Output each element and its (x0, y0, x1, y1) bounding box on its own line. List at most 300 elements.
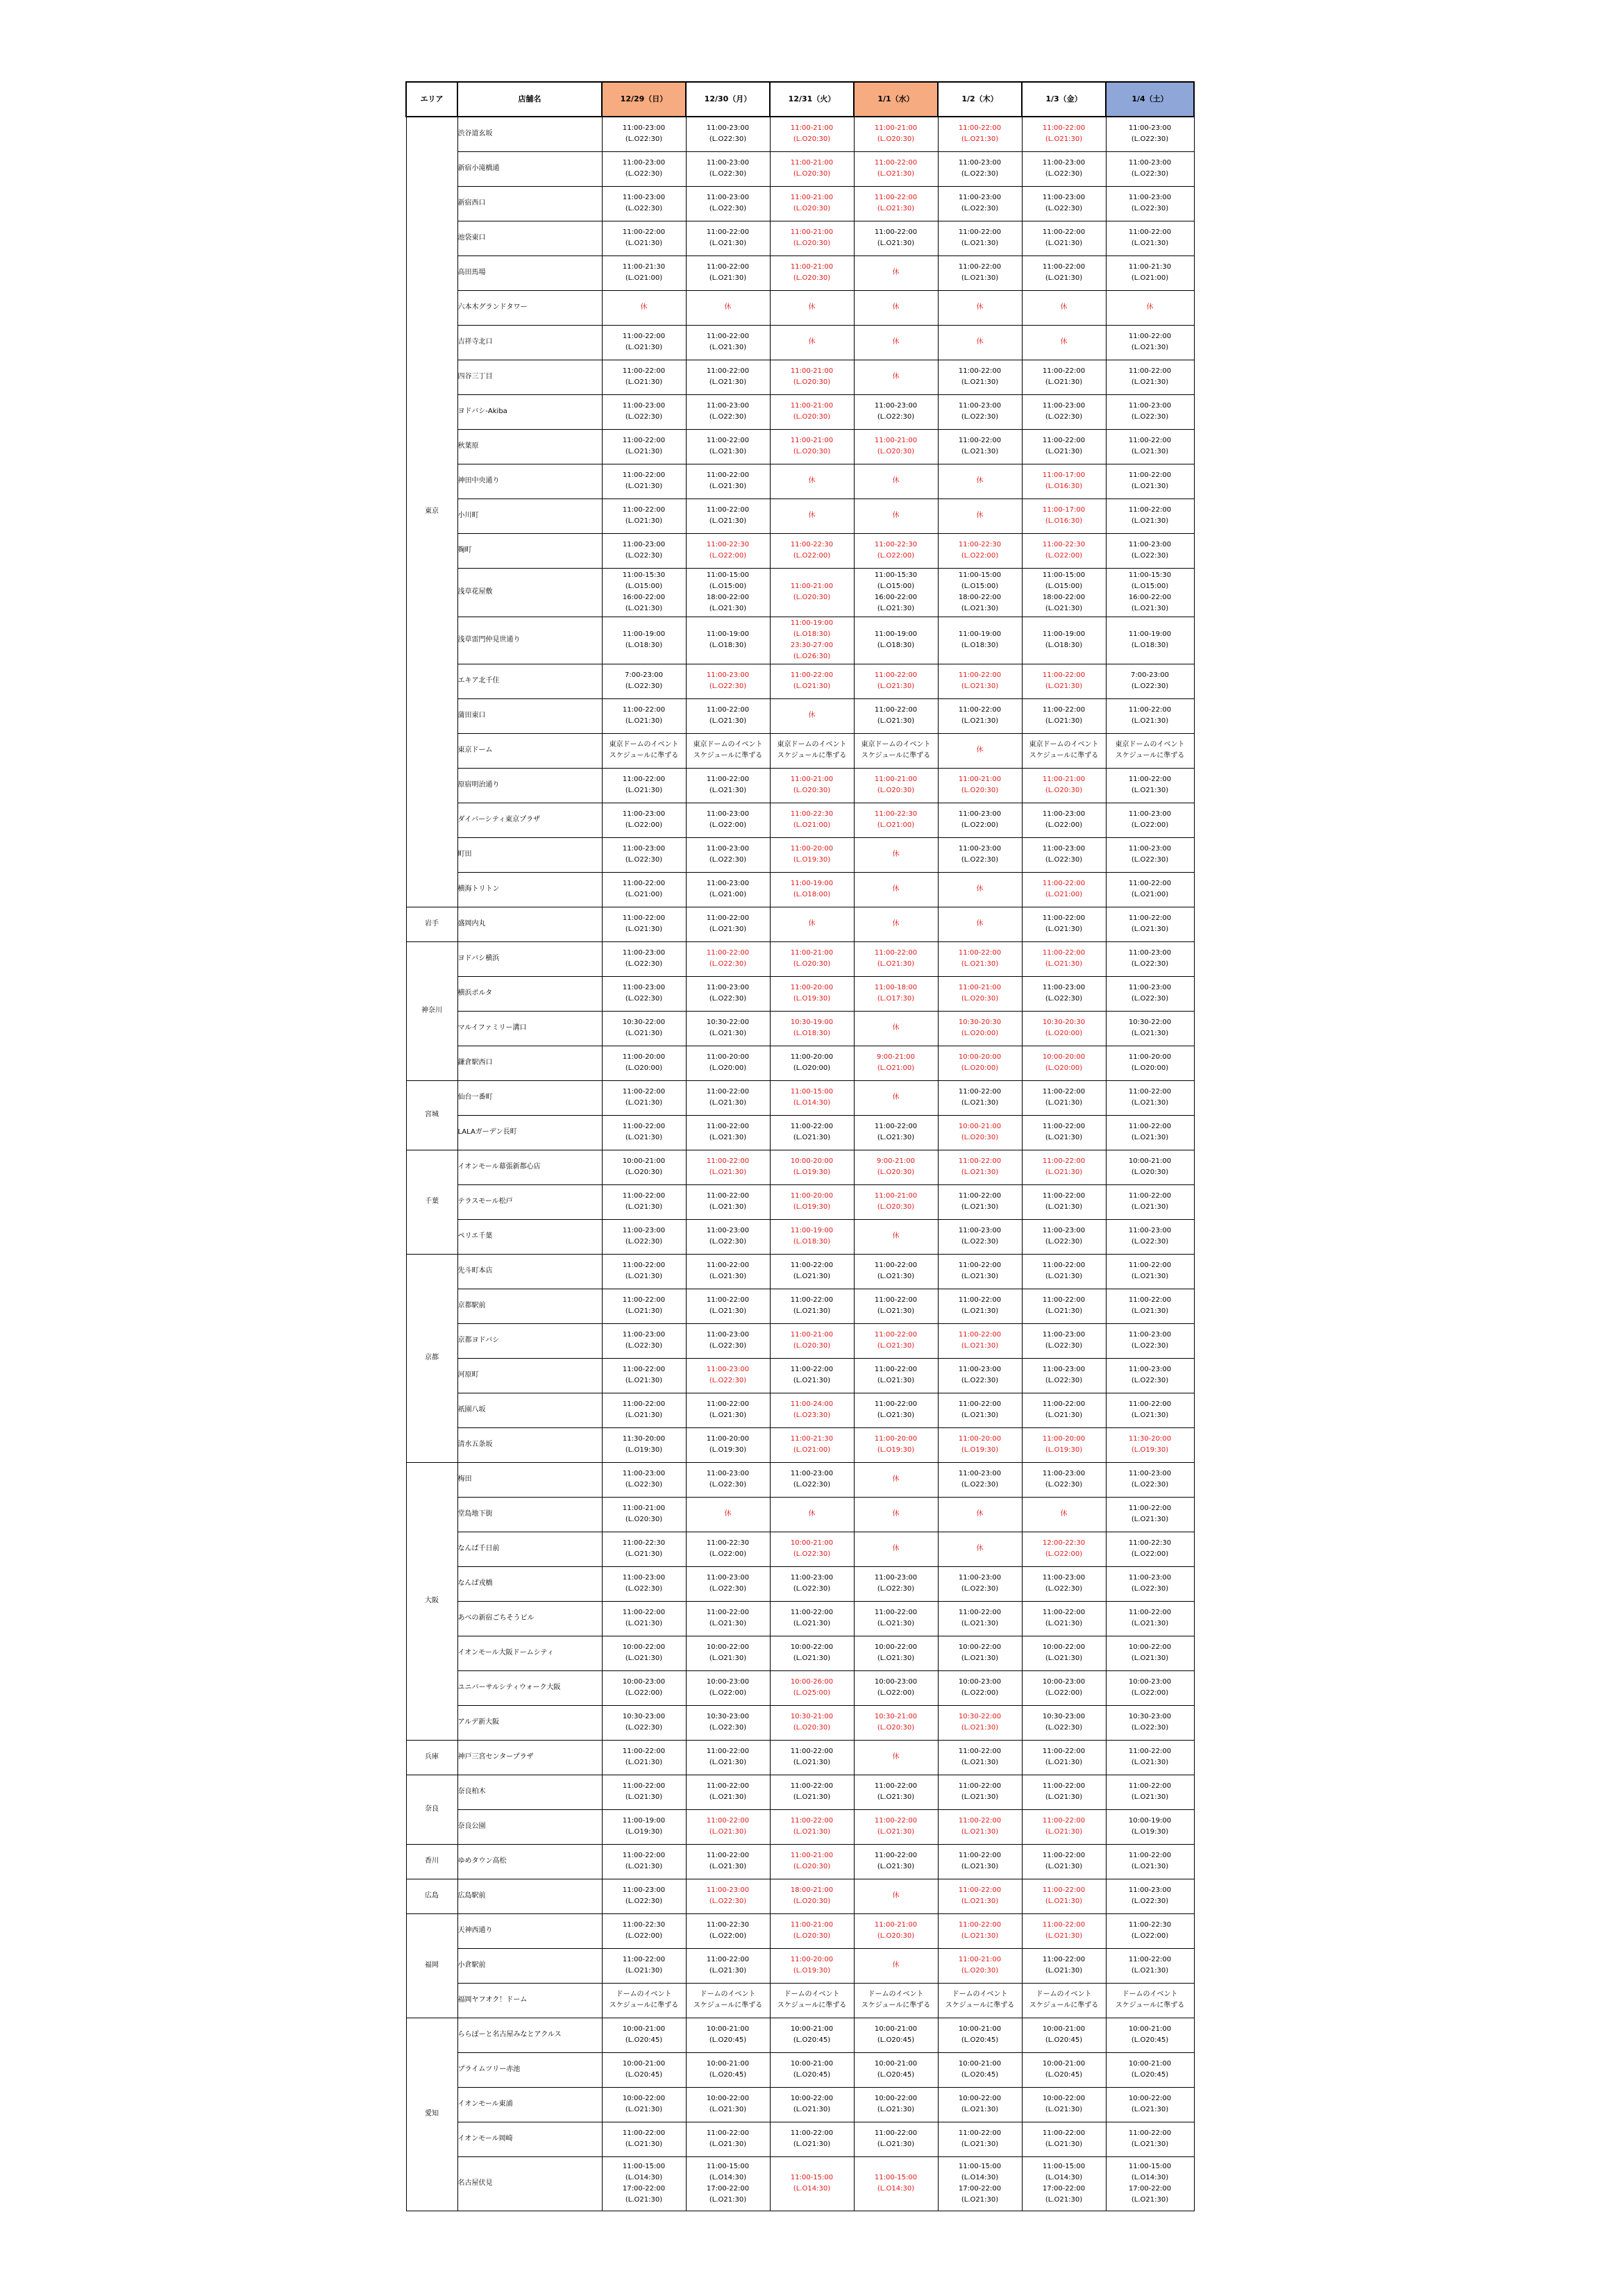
store-name: なんば千日前 (457, 1532, 602, 1566)
hours-cell: 10:00-22:00 (L.O21:30) (1106, 1636, 1194, 1670)
hours-cell: 11:00-23:00 (L.O22:30) (1022, 837, 1106, 872)
table-row (406, 1080, 1194, 1115)
hours-cell: 10:00-22:00 (L.O21:30) (686, 2087, 770, 2122)
hours-cell: 11:00-21:00 (L.O20:30) (854, 1184, 938, 1219)
hours-cell: 休 (854, 1080, 938, 1115)
hours-cell: 11:00-19:00 (L.O18:30) (686, 617, 770, 664)
hours-cell: 11:00-23:00 (L.O22:30) (686, 837, 770, 872)
hours-cell: 11:00-22:00 (L.O21:30) (1022, 698, 1106, 733)
store-name: 町田 (457, 837, 602, 872)
hours-cell: 11:00-21:30 (L.O21:00) (1106, 255, 1194, 290)
hours-cell: 11:00-22:00 (L.O22:30) (686, 941, 770, 976)
hours-cell: 10:00-23:00 (L.O22:00) (686, 1670, 770, 1705)
hours-cell: 東京ドームのイベント スケジュールに準ずる (1022, 733, 1106, 768)
table-row (406, 2087, 1194, 2122)
hours-cell: 11:00-23:00 (L.O22:30) (1106, 1566, 1194, 1601)
hours-cell: 11:00-22:00 (L.O21:30) (938, 117, 1022, 151)
table-row (406, 360, 1194, 394)
hours-cell: 11:00-22:30 (L.O22:00) (1106, 1532, 1194, 1566)
hours-cell: 10:00-22:00 (L.O21:30) (686, 1636, 770, 1670)
day-header: 1/1（水） (854, 82, 938, 117)
hours-cell: 11:00-20:00 (L.O20:00) (1106, 1046, 1194, 1080)
hours-cell: 休 (854, 1219, 938, 1254)
hours-cell: 11:00-22:30 (L.O21:00) (770, 803, 854, 837)
table-row (406, 698, 1194, 733)
hours-cell: 11:00-23:00 (L.O22:30) (686, 1879, 770, 1913)
table-row (406, 1184, 1194, 1219)
hours-cell: 11:00-22:00 (L.O21:30) (1106, 1601, 1194, 1636)
table-row (406, 1393, 1194, 1427)
hours-cell: 11:00-15:00 (L.O14:30) 17:00-22:00 (L.O21:30) (1106, 2156, 1194, 2211)
hours-cell: 11:00-21:00 (L.O20:30) (770, 117, 854, 151)
store-name: 新宿小滝橋通 (457, 151, 602, 186)
hours-cell: 10:30-21:00 (L.O20:30) (770, 1705, 854, 1740)
hours-cell: 11:00-22:00 (L.O21:30) (1022, 1115, 1106, 1150)
hours-cell: 11:00-22:00 (L.O21:30) (686, 698, 770, 733)
hours-cell: 休 (854, 1532, 938, 1566)
hours-cell: 11:00-22:00 (L.O21:30) (686, 1289, 770, 1323)
hours-cell: 11:00-21:30 (L.O21:00) (602, 255, 686, 290)
hours-cell: 11:00-22:00 (L.O21:30) (1022, 117, 1106, 151)
hours-cell: 18:00-21:00 (L.O20:30) (770, 1879, 854, 1913)
hours-cell: 11:00-23:00 (L.O22:30) (1022, 1462, 1106, 1497)
hours-cell: 11:00-23:00 (L.O22:30) (602, 533, 686, 568)
hours-cell: 11:00-22:00 (L.O21:30) (1106, 907, 1194, 941)
store-header: 店舗名 (457, 82, 602, 117)
store-name: 京都駅前 (457, 1289, 602, 1323)
store-name: 池袋東口 (457, 221, 602, 255)
hours-cell: 休 (938, 1532, 1022, 1566)
hours-cell: 11:00-20:00 (L.O19:30) (770, 976, 854, 1011)
hours-cell: 10:00-21:00 (L.O20:45) (854, 2018, 938, 2052)
store-name: テラスモール松戸 (457, 1184, 602, 1219)
hours-cell: ドームのイベント スケジュールに準ずる (1106, 1983, 1194, 2018)
hours-cell: 11:00-19:00 (L.O18:30) 23:30-27:00 (L.O26:30) (770, 617, 854, 664)
hours-cell: 11:00-23:00 (L.O22:30) (686, 186, 770, 221)
hours-cell: 11:00-22:00 (L.O21:30) (770, 1775, 854, 1809)
hours-cell: 11:00-22:00 (L.O21:30) (854, 2122, 938, 2156)
table-row (406, 837, 1194, 872)
hours-cell: 11:00-22:00 (L.O21:30) (938, 255, 1022, 290)
hours-cell: 11:00-22:00 (L.O21:30) (602, 464, 686, 498)
table-row (406, 1046, 1194, 1080)
hours-cell: 休 (938, 907, 1022, 941)
store-name: 広島駅前 (457, 1879, 602, 1913)
hours-cell: 10:30-20:30 (L.O20:00) (938, 1011, 1022, 1046)
hours-cell: 10:00-21:00 (L.O20:45) (938, 2018, 1022, 2052)
store-name: 奈良公園 (457, 1809, 602, 1844)
hours-cell: 10:30-23:00 (L.O22:30) (602, 1705, 686, 1740)
hours-cell: 11:00-23:00 (L.O22:00) (686, 803, 770, 837)
store-name: 原宿明治通り (457, 768, 602, 803)
hours-cell: 11:00-23:00 (L.O22:30) (686, 976, 770, 1011)
hours-cell: 休 (938, 325, 1022, 360)
table-row (406, 872, 1194, 907)
table-row (406, 1532, 1194, 1566)
hours-cell: 11:00-23:00 (L.O22:30) (938, 1219, 1022, 1254)
table-row (406, 1670, 1194, 1705)
hours-cell: 11:00-22:00 (L.O21:30) (938, 1844, 1022, 1879)
table-row (406, 151, 1194, 186)
hours-cell: 11:00-22:00 (L.O21:30) (686, 1184, 770, 1219)
hours-cell: ドームのイベント スケジュールに準ずる (686, 1983, 770, 2018)
hours-cell: 10:30-22:00 (L.O21:30) (602, 1011, 686, 1046)
store-name: 蒲田東口 (457, 698, 602, 733)
hours-cell: 11:00-19:00 (L.O18:30) (854, 617, 938, 664)
hours-cell: 休 (854, 360, 938, 394)
store-name: ダイバーシティ東京プラザ (457, 803, 602, 837)
hours-cell: 11:00-23:00 (L.O22:30) (1022, 1358, 1106, 1393)
hours-cell: 11:00-22:00 (L.O21:30) (938, 1080, 1022, 1115)
table-row (406, 255, 1194, 290)
table-row (406, 1809, 1194, 1844)
store-name: イオンモール大阪ドームシティ (457, 1636, 602, 1670)
hours-cell: 11:00-22:00 (L.O21:30) (854, 1115, 938, 1150)
hours-cell: 11:00-23:00 (L.O22:30) (1022, 1566, 1106, 1601)
hours-cell: 11:00-23:00 (L.O22:30) (686, 1219, 770, 1254)
table-row (406, 464, 1194, 498)
hours-cell: 11:00-23:00 (L.O22:30) (1106, 151, 1194, 186)
table-row (406, 1566, 1194, 1601)
hours-cell: 10:30-22:00 (L.O21:30) (938, 1705, 1022, 1740)
hours-cell: 11:00-15:00 (L.O14:30) 17:00-22:00 (L.O21:30) (1022, 2156, 1106, 2211)
hours-cell: 11:00-22:00 (L.O21:30) (1022, 1740, 1106, 1775)
hours-cell: 10:30-20:30 (L.O20:00) (1022, 1011, 1106, 1046)
store-name: 清水五条坂 (457, 1427, 602, 1462)
store-name: 小川町 (457, 498, 602, 533)
hours-cell: 11:00-22:00 (L.O21:30) (854, 1393, 938, 1427)
store-name: 堂島地下街 (457, 1497, 602, 1532)
store-name: ペリエ千葉 (457, 1219, 602, 1254)
hours-cell: 9:00-21:00 (L.O21:00) (854, 1046, 938, 1080)
hours-cell: 11:00-23:00 (L.O22:30) (938, 151, 1022, 186)
table-row (406, 941, 1194, 976)
hours-cell: 11:00-22:00 (L.O21:30) (602, 429, 686, 464)
hours-cell: 11:00-23:00 (L.O21:00) (686, 872, 770, 907)
hours-cell: 11:00-22:00 (L.O21:30) (938, 941, 1022, 976)
hours-cell: 東京ドームのイベント スケジュールに準ずる (770, 733, 854, 768)
hours-cell: 休 (686, 1497, 770, 1532)
hours-cell: 11:00-22:00 (L.O21:30) (1022, 1775, 1106, 1809)
store-name: ららぽーと名古屋みなとアクルス (457, 2018, 602, 2052)
hours-cell: 10:00-21:00 (L.O20:45) (770, 2018, 854, 2052)
store-name: 河原町 (457, 1358, 602, 1393)
hours-cell: 11:00-21:00 (L.O20:30) (770, 151, 854, 186)
hours-cell: 11:00-22:00 (L.O21:30) (1022, 1948, 1106, 1983)
hours-cell: ドームのイベント スケジュールに準ずる (854, 1983, 938, 2018)
hours-cell: 11:00-22:00 (L.O21:30) (1106, 1289, 1194, 1323)
hours-cell: 11:00-23:00 (L.O22:30) (1106, 1358, 1194, 1393)
hours-cell: ドームのイベント スケジュールに準ずる (770, 1983, 854, 2018)
hours-cell: 11:00-23:00 (L.O22:30) (1106, 941, 1194, 976)
hours-cell: 11:00-15:00 (L.O15:00) 18:00-22:00 (L.O21:30) (938, 568, 1022, 617)
hours-cell: 11:00-22:00 (L.O21:30) (686, 1844, 770, 1879)
store-name: 横浜ポルタ (457, 976, 602, 1011)
hours-cell: 11:00-21:00 (L.O20:30) (854, 117, 938, 151)
store-name: プライムツリー赤池 (457, 2052, 602, 2087)
hours-cell: 11:00-22:00 (L.O21:30) (602, 2122, 686, 2156)
hours-cell: 11:00-22:00 (L.O21:30) (1022, 941, 1106, 976)
hours-cell: 11:00-21:00 (L.O20:30) (770, 1844, 854, 1879)
hours-cell: 10:00-23:00 (L.O22:00) (1022, 1670, 1106, 1705)
hours-cell: 11:00-22:00 (L.O21:30) (938, 698, 1022, 733)
hours-cell: 11:00-17:00 (L.O16:30) (1022, 464, 1106, 498)
table-row (406, 907, 1194, 941)
hours-cell: 11:00-23:00 (L.O22:30) (1106, 117, 1194, 151)
hours-cell: 11:00-22:00 (L.O21:30) (686, 255, 770, 290)
store-name: LALAガーデン長町 (457, 1115, 602, 1150)
hours-cell: 東京ドームのイベント スケジュールに準ずる (854, 733, 938, 768)
hours-cell: 東京ドームのイベント スケジュールに準ずる (602, 733, 686, 768)
hours-cell: 11:00-21:00 (L.O20:30) (770, 360, 854, 394)
hours-cell: 休 (854, 1011, 938, 1046)
hours-cell: 11:00-22:00 (L.O21:30) (602, 1289, 686, 1323)
store-name: ヨドバシ横浜 (457, 941, 602, 976)
hours-cell: 11:00-21:00 (L.O20:30) (770, 429, 854, 464)
hours-cell: 11:00-15:00 (L.O15:00) 18:00-22:00 (L.O21:30) (686, 568, 770, 617)
hours-cell: 11:00-22:00 (L.O21:30) (1106, 1393, 1194, 1427)
hours-cell: 11:00-22:00 (L.O21:30) (938, 1254, 1022, 1289)
hours-cell: 11:00-22:00 (L.O21:30) (1106, 1844, 1194, 1879)
store-name: 先斗町本店 (457, 1254, 602, 1289)
table-row (406, 976, 1194, 1011)
hours-cell: 10:00-19:00 (L.O19:30) (1106, 1809, 1194, 1844)
hours-cell: 11:00-21:00 (L.O20:30) (854, 1913, 938, 1948)
hours-cell: 11:00-15:00 (L.O14:30) (854, 2156, 938, 2211)
store-name: 横海トリトン (457, 872, 602, 907)
hours-cell: 11:00-22:00 (L.O21:30) (1106, 1497, 1194, 1532)
hours-cell: 11:00-22:00 (L.O21:30) (1106, 325, 1194, 360)
hours-cell: 11:00-20:00 (L.O19:30) (770, 1184, 854, 1219)
hours-cell: 11:00-22:00 (L.O21:30) (1022, 1289, 1106, 1323)
table-row (406, 1879, 1194, 1913)
hours-cell: 11:00-19:00 (L.O18:30) (770, 1219, 854, 1254)
hours-cell: 11:00-23:00 (L.O22:30) (602, 151, 686, 186)
hours-cell: 11:00-22:00 (L.O21:30) (1022, 1913, 1106, 1948)
table-row (406, 1844, 1194, 1879)
hours-cell: 11:00-23:00 (L.O22:30) (602, 1566, 686, 1601)
hours-cell: 休 (1022, 325, 1106, 360)
hours-cell: 11:00-22:00 (L.O21:30) (686, 1080, 770, 1115)
hours-cell: 11:00-23:00 (L.O22:30) (602, 1879, 686, 1913)
hours-cell: 休 (854, 837, 938, 872)
hours-cell: 11:00-22:00 (L.O21:30) (686, 1775, 770, 1809)
hours-cell: 11:00-15:00 (L.O14:30) 17:00-22:00 (L.O21:30) (686, 2156, 770, 2211)
hours-cell: 11:00-22:30 (L.O22:00) (854, 533, 938, 568)
hours-cell: 11:00-23:00 (L.O22:30) (686, 151, 770, 186)
hours-cell: 11:00-22:00 (L.O21:30) (602, 1184, 686, 1219)
hours-cell: 11:00-21:00 (L.O20:30) (602, 1497, 686, 1532)
hours-cell: 10:00-26:00 (L.O25:00) (770, 1670, 854, 1705)
table-row (406, 498, 1194, 533)
hours-cell: 11:00-22:00 (L.O21:30) (938, 1601, 1022, 1636)
hours-cell: 10:00-21:00 (L.O20:45) (770, 2052, 854, 2087)
table-row (406, 1462, 1194, 1497)
hours-cell: 11:00-23:00 (L.O22:30) (686, 1358, 770, 1393)
area-name: 兵庫 (406, 1740, 457, 1775)
hours-cell: 10:00-22:00 (L.O21:30) (1022, 1636, 1106, 1670)
hours-cell: 休 (938, 290, 1022, 325)
hours-cell: 11:00-22:00 (L.O21:30) (602, 360, 686, 394)
hours-cell: 11:00-22:00 (L.O21:30) (602, 498, 686, 533)
hours-cell: 東京ドームのイベント スケジュールに準ずる (1106, 733, 1194, 768)
hours-cell: 11:00-22:00 (L.O21:30) (854, 1254, 938, 1289)
hours-cell: 11:00-22:00 (L.O21:30) (938, 1289, 1022, 1323)
store-name: 渋谷道玄坂 (457, 117, 602, 151)
table-row (406, 325, 1194, 360)
hours-cell: 11:00-22:00 (L.O21:30) (1106, 498, 1194, 533)
hours-cell: 11:00-21:00 (L.O20:30) (1022, 768, 1106, 803)
hours-cell: 10:00-21:00 (L.O20:45) (1106, 2052, 1194, 2087)
hours-cell: 11:00-22:00 (L.O21:30) (770, 1289, 854, 1323)
hours-cell: 11:00-20:00 (L.O20:00) (686, 1046, 770, 1080)
hours-cell: 11:00-22:00 (L.O21:30) (770, 2122, 854, 2156)
store-name: なんば戎橋 (457, 1566, 602, 1601)
hours-cell: 11:00-22:30 (L.O22:00) (938, 533, 1022, 568)
hours-cell: 10:30-22:00 (L.O21:30) (1106, 1011, 1194, 1046)
hours-cell: 11:00-22:00 (L.O21:30) (1106, 1080, 1194, 1115)
table-row (406, 1913, 1194, 1948)
hours-cell: 11:00-24:00 (L.O23:30) (770, 1393, 854, 1427)
store-name: 福岡ヤフオク！ドーム (457, 1983, 602, 2018)
hours-cell: 11:00-21:00 (L.O20:30) (770, 186, 854, 221)
hours-cell: 10:00-23:00 (L.O22:00) (938, 1670, 1022, 1705)
hours-cell: 11:00-23:00 (L.O22:30) (686, 1566, 770, 1601)
hours-cell: 11:00-22:00 (L.O21:00) (1022, 872, 1106, 907)
hours-cell: 11:00-22:00 (L.O21:30) (938, 429, 1022, 464)
hours-cell: 休 (770, 1497, 854, 1532)
day-header: 1/4（土） (1106, 82, 1194, 117)
hours-cell: 11:00-22:00 (L.O21:30) (1022, 1879, 1106, 1913)
hours-cell: 11:00-22:00 (L.O21:30) (602, 1254, 686, 1289)
hours-cell: 11:00-22:30 (L.O22:00) (1022, 533, 1106, 568)
table-row (406, 1983, 1194, 2018)
hours-cell: 10:00-22:00 (L.O21:30) (1022, 2087, 1106, 2122)
hours-cell: 11:00-22:00 (L.O21:30) (602, 768, 686, 803)
store-name: イオンモール東浦 (457, 2087, 602, 2122)
hours-cell: 11:00-22:00 (L.O21:30) (1022, 1601, 1106, 1636)
store-name: 小倉駅前 (457, 1948, 602, 1983)
hours-cell: 11:00-22:00 (L.O21:30) (770, 1809, 854, 1844)
hours-cell: 11:00-22:00 (L.O21:30) (938, 1323, 1022, 1358)
hours-cell: 11:00-15:30 (L.O15:00) 16:00-22:00 (L.O21:30) (602, 568, 686, 617)
table-row (406, 221, 1194, 255)
day-header: 12/30（月） (686, 82, 770, 117)
hours-cell: 10:30-23:00 (L.O22:30) (686, 1705, 770, 1740)
hours-cell: 11:00-22:30 (L.O22:00) (686, 533, 770, 568)
hours-cell: 10:30-21:00 (L.O20:30) (854, 1705, 938, 1740)
hours-cell: 11:00-22:00 (L.O21:30) (1022, 1150, 1106, 1184)
hours-cell: 休 (854, 872, 938, 907)
hours-cell: 休 (1022, 1497, 1106, 1532)
hours-cell: 11:00-23:00 (L.O22:30) (686, 117, 770, 151)
hours-cell: 11:00-22:00 (L.O21:30) (1106, 1115, 1194, 1150)
hours-cell: 11:00-23:00 (L.O22:00) (1022, 803, 1106, 837)
hours-cell: 11:00-22:00 (L.O21:30) (854, 151, 938, 186)
store-name: 浅草花屋敷 (457, 568, 602, 617)
hours-cell: 11:00-22:30 (L.O22:00) (1106, 1913, 1194, 1948)
day-header: 1/2（木） (938, 82, 1022, 117)
area-name: 京都 (406, 1254, 457, 1462)
store-name: ヨドバシ-Akiba (457, 394, 602, 429)
hours-cell: 11:00-18:00 (L.O17:30) (854, 976, 938, 1011)
hours-cell: 11:00-21:00 (L.O20:30) (770, 1913, 854, 1948)
hours-cell: 休 (854, 1497, 938, 1532)
hours-cell: 11:00-22:00 (L.O21:30) (1022, 1809, 1106, 1844)
hours-cell: 11:00-21:00 (L.O20:30) (938, 976, 1022, 1011)
hours-cell: 11:00-23:00 (L.O22:30) (1106, 186, 1194, 221)
table-row (406, 533, 1194, 568)
hours-cell: 11:00-22:00 (L.O21:30) (1106, 429, 1194, 464)
hours-cell: 11:00-23:00 (L.O22:30) (770, 1462, 854, 1497)
hours-cell: 11:00-22:00 (L.O21:30) (854, 1844, 938, 1879)
hours-cell: 10:00-22:00 (L.O21:30) (602, 2087, 686, 2122)
hours-cell: 11:00-22:00 (L.O21:30) (686, 1254, 770, 1289)
store-name: エキア北千住 (457, 664, 602, 698)
hours-cell: 11:00-20:00 (L.O19:30) (1022, 1427, 1106, 1462)
hours-cell: 11:00-23:00 (L.O22:30) (938, 1358, 1022, 1393)
store-name: マルイファミリー溝口 (457, 1011, 602, 1046)
hours-cell: 11:30-20:00 (L.O19:30) (602, 1427, 686, 1462)
hours-cell: 11:00-19:00 (L.O18:30) (602, 617, 686, 664)
hours-cell: 11:00-23:00 (L.O22:30) (1106, 1219, 1194, 1254)
hours-cell: 休 (602, 290, 686, 325)
day-header: 12/31（火） (770, 82, 854, 117)
hours-cell: 10:00-20:00 (L.O20:00) (938, 1046, 1022, 1080)
area-name: 大阪 (406, 1462, 457, 1740)
table-row (406, 290, 1194, 325)
hours-cell: 11:00-22:00 (L.O21:30) (854, 1323, 938, 1358)
hours-cell: 11:00-22:00 (L.O21:30) (1106, 1775, 1194, 1809)
store-name: 六本木グランドタワー (457, 290, 602, 325)
hours-cell: 10:00-23:00 (L.O22:00) (854, 1670, 938, 1705)
hours-cell: 11:00-22:00 (L.O21:30) (770, 664, 854, 698)
hours-cell: 11:00-22:00 (L.O21:30) (1106, 2122, 1194, 2156)
hours-cell: 11:00-22:30 (L.O22:00) (686, 1913, 770, 1948)
store-name: あべの新宿ごちそうビル (457, 1601, 602, 1636)
hours-cell: 休 (938, 872, 1022, 907)
hours-cell: 11:00-22:00 (L.O21:30) (1022, 907, 1106, 941)
hours-cell: 11:00-23:00 (L.O22:30) (686, 394, 770, 429)
hours-cell: 11:00-23:00 (L.O22:30) (602, 117, 686, 151)
hours-cell: 11:00-15:30 (L.O15:00) 16:00-22:00 (L.O21:30) (1106, 568, 1194, 617)
store-name: 四谷三丁目 (457, 360, 602, 394)
hours-cell: 休 (854, 1462, 938, 1497)
table-row (406, 803, 1194, 837)
hours-cell: 10:30-22:00 (L.O21:30) (686, 1011, 770, 1046)
hours-cell: 11:00-22:00 (L.O21:30) (854, 664, 938, 698)
hours-cell: 11:00-22:00 (L.O21:30) (686, 464, 770, 498)
store-name: 京都ヨドバシ (457, 1323, 602, 1358)
hours-cell: 11:00-22:00 (L.O21:30) (1022, 664, 1106, 698)
table-row (406, 1011, 1194, 1046)
hours-cell: 10:00-22:00 (L.O21:30) (770, 2087, 854, 2122)
table-row (406, 2122, 1194, 2156)
area-name: 香川 (406, 1844, 457, 1879)
hours-cell: ドームのイベント スケジュールに準ずる (938, 1983, 1022, 2018)
store-name: 奈良柏木 (457, 1775, 602, 1809)
hours-cell: 休 (854, 290, 938, 325)
hours-cell: 11:00-22:00 (L.O21:30) (1106, 1254, 1194, 1289)
hours-cell: 11:00-22:30 (L.O22:00) (602, 1913, 686, 1948)
business-hours-table (405, 81, 1195, 2211)
hours-cell: 10:00-21:00 (L.O20:45) (602, 2052, 686, 2087)
hours-cell: 11:00-22:00 (L.O21:30) (602, 1948, 686, 1983)
hours-cell: 10:30-23:00 (L.O22:30) (1106, 1705, 1194, 1740)
table-row (406, 2156, 1194, 2211)
table-row (406, 2052, 1194, 2087)
hours-cell: 11:00-22:00 (L.O21:30) (686, 1809, 770, 1844)
